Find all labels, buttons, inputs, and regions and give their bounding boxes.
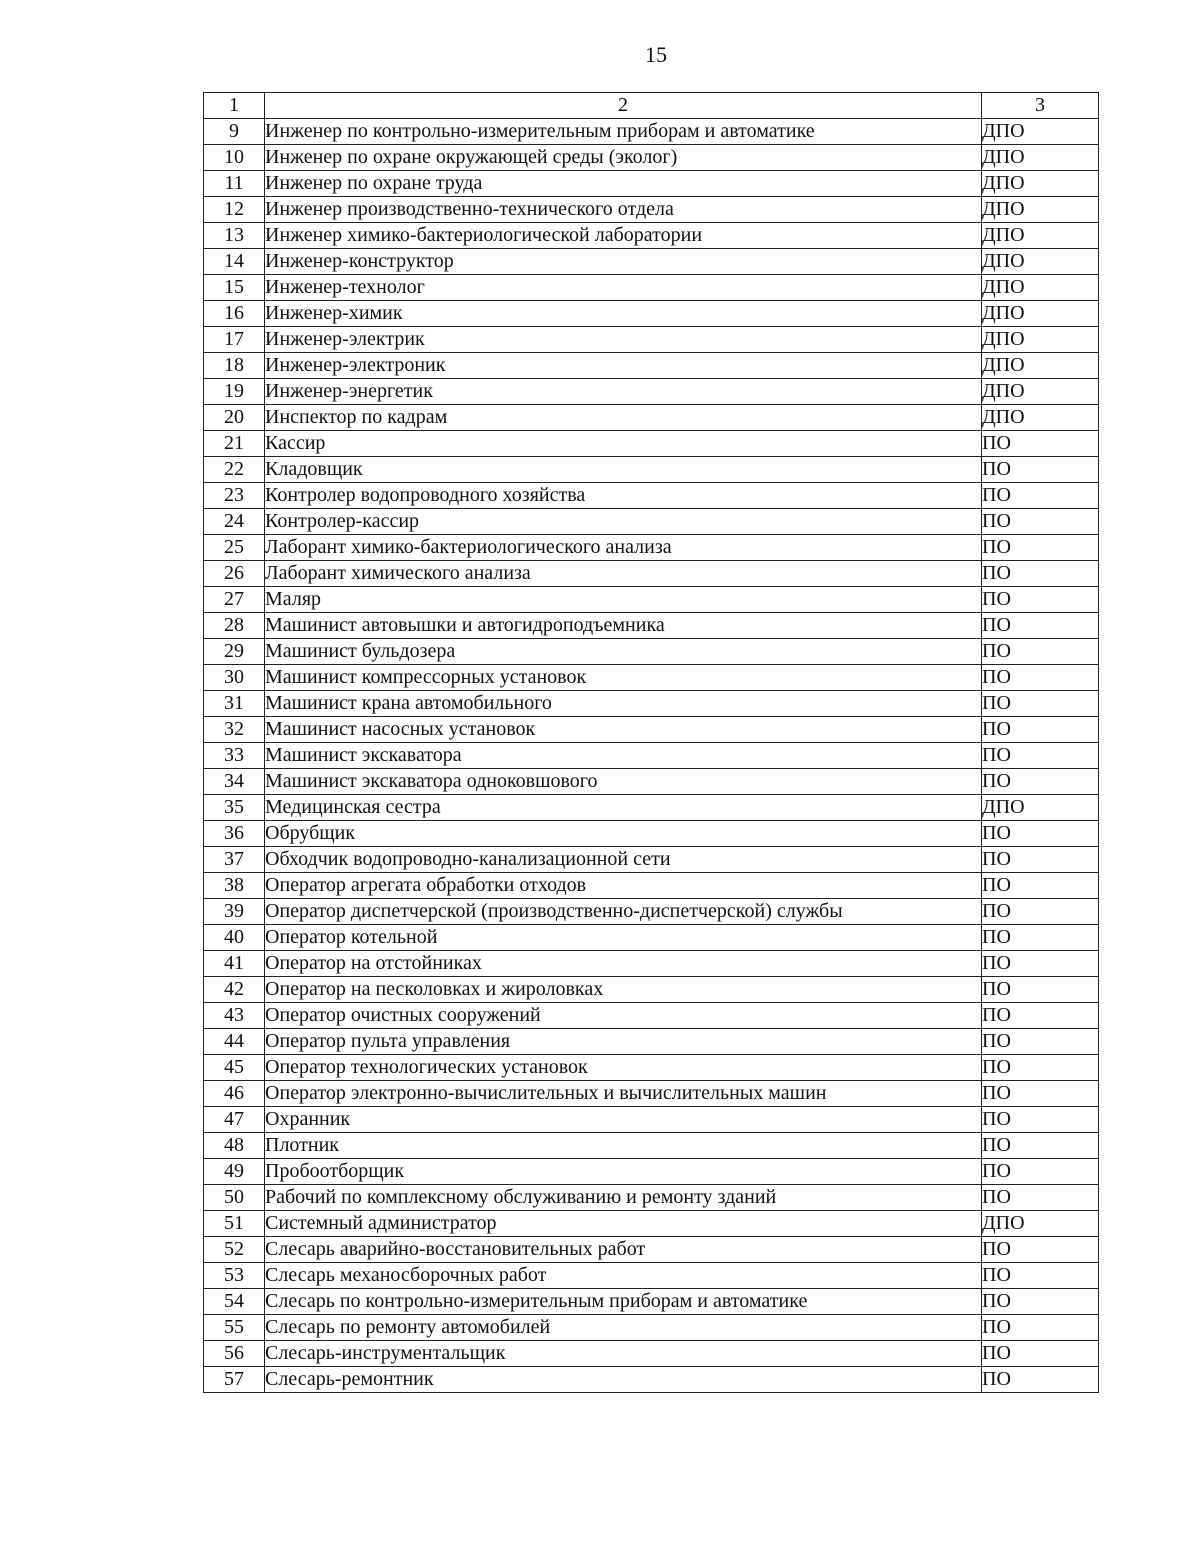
table-row <box>204 249 1099 275</box>
profession-name-cell: Оператор котельной <box>265 925 982 951</box>
table-row <box>204 1029 1099 1055</box>
table-row <box>204 743 1099 769</box>
table-row <box>204 587 1099 613</box>
row-number-cell: 47 <box>204 1107 265 1133</box>
education-category-cell: ДПО <box>982 223 1099 249</box>
row-number-cell: 29 <box>204 639 265 665</box>
row-number-cell: 17 <box>204 327 265 353</box>
profession-name-cell: Слесарь аварийно-восстановительных работ <box>265 1237 982 1263</box>
table-row <box>204 197 1099 223</box>
profession-name-cell: Медицинская сестра <box>265 795 982 821</box>
table-row <box>204 613 1099 639</box>
row-number-cell: 56 <box>204 1341 265 1367</box>
table-row <box>204 379 1099 405</box>
profession-name-cell: Оператор на отстойниках <box>265 951 982 977</box>
education-category-cell: ДПО <box>982 327 1099 353</box>
education-category-cell: ПО <box>982 587 1099 613</box>
table-row <box>204 119 1099 145</box>
row-number-cell: 13 <box>204 223 265 249</box>
profession-name-cell: Инженер производственно-технического отдела <box>265 197 982 223</box>
table-row <box>204 1263 1099 1289</box>
row-number-cell: 11 <box>204 171 265 197</box>
profession-name-cell: Слесарь механосборочных работ <box>265 1263 982 1289</box>
table-row <box>204 509 1099 535</box>
profession-name-cell: Инженер-электрик <box>265 327 982 353</box>
profession-name-cell: Оператор очистных сооружений <box>265 1003 982 1029</box>
education-category-cell: ДПО <box>982 795 1099 821</box>
profession-name-cell: Оператор технологических установок <box>265 1055 982 1081</box>
profession-name-cell: Плотник <box>265 1133 982 1159</box>
profession-name-cell: Кладовщик <box>265 457 982 483</box>
education-category-cell: ПО <box>982 951 1099 977</box>
row-number-cell: 16 <box>204 301 265 327</box>
row-number-cell: 33 <box>204 743 265 769</box>
education-category-cell: ДПО <box>982 119 1099 145</box>
education-category-cell: ДПО <box>982 353 1099 379</box>
education-category-cell: ПО <box>982 1003 1099 1029</box>
table-body <box>204 93 1099 1393</box>
row-number-cell: 41 <box>204 951 265 977</box>
profession-name-cell: Машинист крана автомобильного <box>265 691 982 717</box>
education-category-cell: ПО <box>982 1185 1099 1211</box>
education-category-cell: ПО <box>982 1029 1099 1055</box>
row-number-cell: 57 <box>204 1367 265 1393</box>
education-category-cell: ПО <box>982 691 1099 717</box>
profession-name-cell: Контролер водопроводного хозяйства <box>265 483 982 509</box>
profession-name-cell: Машинист экскаватора одноковшового <box>265 769 982 795</box>
profession-name-cell: Инженер-технолог <box>265 275 982 301</box>
row-number-cell: 26 <box>204 561 265 587</box>
profession-name-cell: Оператор пульта управления <box>265 1029 982 1055</box>
table-row <box>204 1081 1099 1107</box>
row-number-cell: 19 <box>204 379 265 405</box>
education-category-cell: ПО <box>982 1159 1099 1185</box>
table-row <box>204 873 1099 899</box>
education-category-cell: ДПО <box>982 301 1099 327</box>
table-row <box>204 1289 1099 1315</box>
table-row <box>204 483 1099 509</box>
profession-name-cell: Обходчик водопроводно-канализационной сети <box>265 847 982 873</box>
table-row <box>204 223 1099 249</box>
row-number-cell: 45 <box>204 1055 265 1081</box>
education-category-cell: ПО <box>982 1107 1099 1133</box>
table-row <box>204 769 1099 795</box>
table-row <box>204 1185 1099 1211</box>
table-row <box>204 1341 1099 1367</box>
table-row <box>204 1315 1099 1341</box>
row-number-cell: 52 <box>204 1237 265 1263</box>
table-row <box>204 535 1099 561</box>
table-row <box>204 1133 1099 1159</box>
profession-name-cell: Машинист насосных установок <box>265 717 982 743</box>
row-number-cell: 31 <box>204 691 265 717</box>
table-row <box>204 639 1099 665</box>
row-number-cell: 55 <box>204 1315 265 1341</box>
table-header-row <box>204 93 1099 119</box>
education-category-cell: ДПО <box>982 249 1099 275</box>
table-row <box>204 145 1099 171</box>
row-number-cell: 28 <box>204 613 265 639</box>
table-row <box>204 925 1099 951</box>
education-category-cell: ПО <box>982 1237 1099 1263</box>
education-category-cell: ПО <box>982 925 1099 951</box>
education-category-cell: ПО <box>982 1133 1099 1159</box>
profession-name-cell: Охранник <box>265 1107 982 1133</box>
table-row <box>204 1211 1099 1237</box>
education-category-cell: ПО <box>982 639 1099 665</box>
education-category-cell: ПО <box>982 1055 1099 1081</box>
table-row <box>204 431 1099 457</box>
education-category-cell: ПО <box>982 769 1099 795</box>
row-number-cell: 38 <box>204 873 265 899</box>
row-number-cell: 53 <box>204 1263 265 1289</box>
table-row <box>204 1159 1099 1185</box>
row-number-cell: 43 <box>204 1003 265 1029</box>
education-category-cell: ДПО <box>982 171 1099 197</box>
education-category-cell: ДПО <box>982 379 1099 405</box>
row-number-cell: 15 <box>204 275 265 301</box>
education-category-cell: ПО <box>982 1315 1099 1341</box>
profession-name-cell: Инженер-энергетик <box>265 379 982 405</box>
row-number-cell: 22 <box>204 457 265 483</box>
table-row <box>204 457 1099 483</box>
table-row <box>204 795 1099 821</box>
profession-name-cell: Слесарь по контрольно-измерительным приборам и автоматике <box>265 1289 982 1315</box>
table-row <box>204 1237 1099 1263</box>
profession-name-cell: Оператор диспетчерской (производственно-диспетчерской) службы <box>265 899 982 925</box>
education-category-cell: ПО <box>982 431 1099 457</box>
header-cell-number: 1 <box>204 93 265 119</box>
profession-name-cell: Инженер химико-бактериологической лаборатории <box>265 223 982 249</box>
profession-name-cell: Машинист бульдозера <box>265 639 982 665</box>
profession-name-cell: Кассир <box>265 431 982 457</box>
row-number-cell: 10 <box>204 145 265 171</box>
profession-name-cell: Пробоотборщик <box>265 1159 982 1185</box>
row-number-cell: 40 <box>204 925 265 951</box>
education-category-cell: ПО <box>982 1341 1099 1367</box>
row-number-cell: 48 <box>204 1133 265 1159</box>
education-category-cell: ПО <box>982 457 1099 483</box>
row-number-cell: 54 <box>204 1289 265 1315</box>
profession-name-cell: Лаборант химического анализа <box>265 561 982 587</box>
education-category-cell: ПО <box>982 535 1099 561</box>
row-number-cell: 32 <box>204 717 265 743</box>
row-number-cell: 46 <box>204 1081 265 1107</box>
row-number-cell: 20 <box>204 405 265 431</box>
table-row <box>204 1107 1099 1133</box>
header-cell-category: 3 <box>982 93 1099 119</box>
row-number-cell: 51 <box>204 1211 265 1237</box>
profession-name-cell: Машинист компрессорных установок <box>265 665 982 691</box>
education-category-cell: ПО <box>982 613 1099 639</box>
table-row <box>204 821 1099 847</box>
table-row <box>204 327 1099 353</box>
profession-name-cell: Оператор агрегата обработки отходов <box>265 873 982 899</box>
profession-name-cell: Маляр <box>265 587 982 613</box>
education-category-cell: ПО <box>982 873 1099 899</box>
row-number-cell: 37 <box>204 847 265 873</box>
profession-name-cell: Слесарь-инструментальщик <box>265 1341 982 1367</box>
education-category-cell: ПО <box>982 743 1099 769</box>
row-number-cell: 50 <box>204 1185 265 1211</box>
profession-name-cell: Инженер по охране труда <box>265 171 982 197</box>
education-category-cell: ПО <box>982 561 1099 587</box>
profession-name-cell: Слесарь по ремонту автомобилей <box>265 1315 982 1341</box>
table-row <box>204 665 1099 691</box>
education-category-cell: ПО <box>982 1367 1099 1393</box>
row-number-cell: 36 <box>204 821 265 847</box>
row-number-cell: 24 <box>204 509 265 535</box>
table-row <box>204 717 1099 743</box>
row-number-cell: 39 <box>204 899 265 925</box>
table-row <box>204 847 1099 873</box>
education-category-cell: ДПО <box>982 145 1099 171</box>
education-category-cell: ПО <box>982 821 1099 847</box>
education-category-cell: ПО <box>982 899 1099 925</box>
row-number-cell: 23 <box>204 483 265 509</box>
education-category-cell: ПО <box>982 1289 1099 1315</box>
page-number: 15 <box>645 42 667 67</box>
row-number-cell: 42 <box>204 977 265 1003</box>
professions-table <box>203 92 1099 1393</box>
row-number-cell: 49 <box>204 1159 265 1185</box>
row-number-cell: 18 <box>204 353 265 379</box>
education-category-cell: ДПО <box>982 405 1099 431</box>
education-category-cell: ПО <box>982 509 1099 535</box>
profession-name-cell: Контролер-кассир <box>265 509 982 535</box>
table-row <box>204 1003 1099 1029</box>
profession-name-cell: Лаборант химико-бактериологического анализа <box>265 535 982 561</box>
table-row <box>204 899 1099 925</box>
profession-name-cell: Инженер-электроник <box>265 353 982 379</box>
row-number-cell: 34 <box>204 769 265 795</box>
education-category-cell: ДПО <box>982 1211 1099 1237</box>
row-number-cell: 12 <box>204 197 265 223</box>
profession-name-cell: Инженер-химик <box>265 301 982 327</box>
table-row <box>204 301 1099 327</box>
education-category-cell: ПО <box>982 1081 1099 1107</box>
education-category-cell: ДПО <box>982 275 1099 301</box>
table-row <box>204 977 1099 1003</box>
profession-name-cell: Обрубщик <box>265 821 982 847</box>
table-row <box>204 353 1099 379</box>
profession-name-cell: Рабочий по комплексному обслуживанию и ремонту зданий <box>265 1185 982 1211</box>
table-row <box>204 691 1099 717</box>
table-row <box>204 561 1099 587</box>
profession-name-cell: Инженер-конструктор <box>265 249 982 275</box>
table-row <box>204 405 1099 431</box>
profession-name-cell: Инспектор по кадрам <box>265 405 982 431</box>
education-category-cell: ПО <box>982 847 1099 873</box>
table-row <box>204 1055 1099 1081</box>
profession-name-cell: Инженер по контрольно-измерительным приборам и автоматике <box>265 119 982 145</box>
profession-name-cell: Инженер по охране окружающей среды (эколог) <box>265 145 982 171</box>
row-number-cell: 14 <box>204 249 265 275</box>
education-category-cell: ПО <box>982 717 1099 743</box>
education-category-cell: ПО <box>982 665 1099 691</box>
profession-name-cell: Машинист автовышки и автогидроподъемника <box>265 613 982 639</box>
table-row <box>204 951 1099 977</box>
education-category-cell: ПО <box>982 977 1099 1003</box>
profession-name-cell: Системный администратор <box>265 1211 982 1237</box>
row-number-cell: 35 <box>204 795 265 821</box>
education-category-cell: ДПО <box>982 197 1099 223</box>
table-row <box>204 1367 1099 1393</box>
profession-name-cell: Оператор электронно-вычислительных и вычислительных машин <box>265 1081 982 1107</box>
row-number-cell: 44 <box>204 1029 265 1055</box>
table-row <box>204 171 1099 197</box>
row-number-cell: 25 <box>204 535 265 561</box>
profession-name-cell: Машинист экскаватора <box>265 743 982 769</box>
row-number-cell: 30 <box>204 665 265 691</box>
table-row <box>204 275 1099 301</box>
row-number-cell: 21 <box>204 431 265 457</box>
profession-name-cell: Оператор на песколовках и жироловках <box>265 977 982 1003</box>
row-number-cell: 9 <box>204 119 265 145</box>
education-category-cell: ПО <box>982 1263 1099 1289</box>
profession-name-cell: Слесарь-ремонтник <box>265 1367 982 1393</box>
header-cell-name: 2 <box>265 93 982 119</box>
row-number-cell: 27 <box>204 587 265 613</box>
education-category-cell: ПО <box>982 483 1099 509</box>
